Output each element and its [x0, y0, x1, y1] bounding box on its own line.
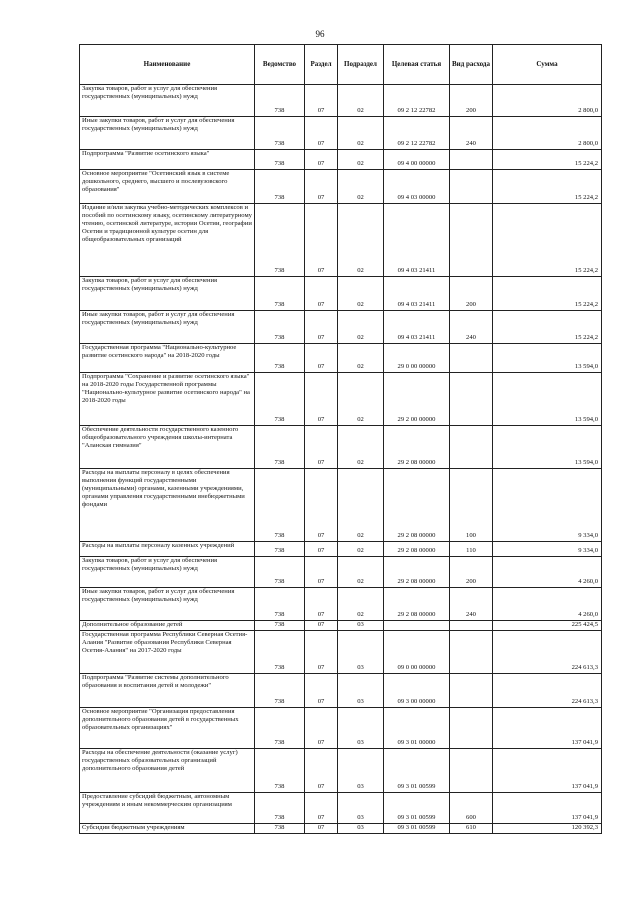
row-target-article: 09 4 03 21411 [384, 311, 450, 344]
header-subsection: Подраздел [338, 45, 384, 85]
row-sum: 13 594,0 [493, 426, 602, 469]
row-department: 738 [255, 749, 305, 793]
row-section: 07 [305, 277, 338, 311]
table-row [80, 469, 602, 542]
row-name: Основное мероприятие "Организация предоставления дополнительного образования детей в государственных образовательных организациях" [80, 708, 255, 749]
row-department: 738 [255, 373, 305, 426]
row-name: Предоставление субсидий бюджетным, автономным учреждениям и иным некоммерческим организациям [80, 793, 255, 824]
row-name: Закупка товаров, работ и услуг для обеспечения государственных (муниципальных) нужд [80, 277, 255, 311]
row-department: 738 [255, 674, 305, 708]
row-target-article: 09 3 01 00599 [384, 749, 450, 793]
row-section: 07 [305, 426, 338, 469]
header-sum: Сумма [493, 45, 602, 85]
row-expense-type [450, 373, 493, 426]
row-target-article: 09 3 01 00599 [384, 793, 450, 824]
row-subsection: 03 [338, 621, 384, 631]
row-subsection: 02 [338, 204, 384, 277]
row-sum: 9 334,0 [493, 542, 602, 557]
row-name: Расходы на выплаты персоналу казенных учреждений [80, 542, 255, 557]
row-expense-type: 200 [450, 277, 493, 311]
row-name: Подпрограмма "Развитие осетинского языка" [80, 150, 255, 170]
row-target-article: 09 3 00 00000 [384, 674, 450, 708]
table-row [80, 749, 602, 793]
row-target-article: 09 3 01 00000 [384, 708, 450, 749]
row-sum: 4 260,0 [493, 588, 602, 621]
table-row [80, 674, 602, 708]
row-target-article: 09 0 00 00000 [384, 631, 450, 674]
table-row [80, 150, 602, 170]
row-name: Подпрограмма "Сохранение и развитие осетинского языка" на 2018-2020 годы Государственной программы "Национально-культурное развитие осетинского народа" на 2018-2020 годы [80, 373, 255, 426]
row-target-article: 29 2 08 00000 [384, 469, 450, 542]
row-section: 07 [305, 824, 338, 834]
row-sum: 15 224,2 [493, 311, 602, 344]
row-sum: 137 041,9 [493, 793, 602, 824]
row-section: 07 [305, 311, 338, 344]
row-name: Иные закупки товаров, работ и услуг для обеспечения государственных (муниципальных) нужд [80, 117, 255, 150]
table-row [80, 621, 602, 631]
row-target-article: 09 4 00 00000 [384, 150, 450, 170]
row-expense-type [450, 426, 493, 469]
row-department: 738 [255, 708, 305, 749]
row-section: 07 [305, 793, 338, 824]
row-target-article: 09 4 03 00000 [384, 170, 450, 204]
row-section: 07 [305, 117, 338, 150]
budget-table [79, 44, 602, 834]
row-subsection: 02 [338, 344, 384, 373]
row-expense-type [450, 204, 493, 277]
table-row [80, 117, 602, 150]
row-subsection: 02 [338, 85, 384, 117]
row-subsection: 03 [338, 793, 384, 824]
row-department: 738 [255, 311, 305, 344]
row-expense-type [450, 708, 493, 749]
row-sum: 15 224,2 [493, 150, 602, 170]
row-department: 738 [255, 631, 305, 674]
row-expense-type [450, 170, 493, 204]
row-section: 07 [305, 674, 338, 708]
row-subsection: 03 [338, 708, 384, 749]
row-name: Расходы на выплаты персоналу в целях обеспечения выполнения функций государственными (муниципальными) органами, казенными учреждениями, органами управления государственными внебюджетными фондами [80, 469, 255, 542]
row-expense-type: 100 [450, 469, 493, 542]
row-subsection: 03 [338, 749, 384, 793]
row-section: 07 [305, 557, 338, 588]
row-target-article: 09 4 03 21411 [384, 277, 450, 311]
row-expense-type: 240 [450, 117, 493, 150]
row-subsection: 02 [338, 588, 384, 621]
table-row [80, 426, 602, 469]
row-name: Расходы на обеспечение деятельности (оказание услуг) государственных образовательных организаций дополнительного образования детей [80, 749, 255, 793]
row-section: 07 [305, 204, 338, 277]
row-sum: 13 594,0 [493, 344, 602, 373]
row-target-article: 09 2 12 22782 [384, 85, 450, 117]
row-subsection: 02 [338, 117, 384, 150]
row-name: Закупка товаров, работ и услуг для обеспечения государственных (муниципальных) нужд [80, 557, 255, 588]
header-name: Наименование [80, 45, 255, 85]
row-name: Обеспечение деятельности государственного казенного общеобразовательного учреждения школы-интерната "Аланская гимназия" [80, 426, 255, 469]
row-department: 738 [255, 621, 305, 631]
table-header-row [80, 45, 602, 85]
row-department: 738 [255, 588, 305, 621]
row-subsection: 03 [338, 674, 384, 708]
row-subsection: 02 [338, 469, 384, 542]
row-department: 738 [255, 170, 305, 204]
row-department: 738 [255, 426, 305, 469]
row-department: 738 [255, 793, 305, 824]
row-subsection: 03 [338, 824, 384, 834]
row-department: 738 [255, 117, 305, 150]
row-section: 07 [305, 631, 338, 674]
row-subsection: 02 [338, 277, 384, 311]
table-row [80, 824, 602, 834]
row-target-article: 29 2 08 00000 [384, 542, 450, 557]
row-target-article: 09 4 03 21411 [384, 204, 450, 277]
table-row [80, 311, 602, 344]
row-section: 07 [305, 150, 338, 170]
row-name: Государственная программа Республики Северная Осетия-Алания "Развитие образования Республики Северная Осетия-Алания" на 2017-2020 годы [80, 631, 255, 674]
row-expense-type [450, 631, 493, 674]
row-sum: 9 334,0 [493, 469, 602, 542]
row-expense-type [450, 344, 493, 373]
row-sum: 15 224,2 [493, 277, 602, 311]
row-sum: 224 613,3 [493, 674, 602, 708]
row-name: Иные закупки товаров, работ и услуг для обеспечения государственных (муниципальных) нужд [80, 311, 255, 344]
row-name: Основное мероприятие "Осетинский язык в системе дошкольного, среднего, высшего и послевузовского образования" [80, 170, 255, 204]
page-number: 96 [315, 29, 325, 39]
row-target-article: 29 2 00 00000 [384, 373, 450, 426]
row-sum: 2 800,0 [493, 85, 602, 117]
row-expense-type: 200 [450, 85, 493, 117]
row-sum: 120 392,3 [493, 824, 602, 834]
row-expense-type: 240 [450, 311, 493, 344]
row-section: 07 [305, 373, 338, 426]
table-row [80, 204, 602, 277]
row-subsection: 02 [338, 170, 384, 204]
row-expense-type [450, 621, 493, 631]
row-sum: 13 594,0 [493, 373, 602, 426]
row-expense-type: 610 [450, 824, 493, 834]
row-section: 07 [305, 170, 338, 204]
row-sum: 224 613,3 [493, 631, 602, 674]
row-name: Субсидии бюджетным учреждениям [80, 824, 255, 834]
row-department: 738 [255, 204, 305, 277]
row-target-article: 29 2 08 00000 [384, 588, 450, 621]
row-department: 738 [255, 557, 305, 588]
row-sum: 137 041,9 [493, 708, 602, 749]
table-row [80, 344, 602, 373]
table-row [80, 170, 602, 204]
row-target-article [384, 621, 450, 631]
row-subsection: 02 [338, 557, 384, 588]
table-row [80, 85, 602, 117]
row-department: 738 [255, 85, 305, 117]
row-expense-type [450, 749, 493, 793]
table-row [80, 373, 602, 426]
header-expense-type: Вид расхода [450, 45, 493, 85]
row-target-article: 29 2 08 00000 [384, 557, 450, 588]
row-subsection: 02 [338, 150, 384, 170]
row-name: Иные закупки товаров, работ и услуг для обеспечения государственных (муниципальных) нужд [80, 588, 255, 621]
row-sum: 225 424,5 [493, 621, 602, 631]
row-expense-type: 110 [450, 542, 493, 557]
row-section: 07 [305, 542, 338, 557]
row-name: Закупка товаров, работ и услуг для обеспечения государственных (муниципальных) нужд [80, 85, 255, 117]
row-name: Издание и/или закупка учебно-методических комплексов и пособий по осетинскому языку, осетинскому литературному чтению, осетинской литературе, истории Осетии, географии Осетии и традиционной культуре осетин для общеобразовательных организаций [80, 204, 255, 277]
table-row [80, 631, 602, 674]
row-department: 738 [255, 542, 305, 557]
row-sum: 4 260,0 [493, 557, 602, 588]
row-expense-type: 600 [450, 793, 493, 824]
header-target-article: Целевая статья [384, 45, 450, 85]
row-section: 07 [305, 469, 338, 542]
table-row [80, 588, 602, 621]
row-expense-type [450, 150, 493, 170]
row-name: Государственная программа "Национально-культурное развитие осетинского народа" на 2018-2020 годы [80, 344, 255, 373]
row-target-article: 29 0 00 00000 [384, 344, 450, 373]
header-department: Ведомство [255, 45, 305, 85]
row-section: 07 [305, 588, 338, 621]
row-subsection: 02 [338, 426, 384, 469]
row-sum: 137 041,9 [493, 749, 602, 793]
row-department: 738 [255, 150, 305, 170]
table-row [80, 793, 602, 824]
row-target-article: 09 3 01 00599 [384, 824, 450, 834]
header-section: Раздел [305, 45, 338, 85]
row-subsection: 03 [338, 631, 384, 674]
row-sum: 15 224,2 [493, 170, 602, 204]
row-subsection: 02 [338, 373, 384, 426]
table-row [80, 708, 602, 749]
table-row [80, 277, 602, 311]
row-target-article: 29 2 08 00000 [384, 426, 450, 469]
table-row [80, 557, 602, 588]
row-section: 07 [305, 621, 338, 631]
row-name: Дополнительное образование детей [80, 621, 255, 631]
row-target-article: 09 2 12 22782 [384, 117, 450, 150]
row-subsection: 02 [338, 311, 384, 344]
row-subsection: 02 [338, 542, 384, 557]
row-section: 07 [305, 708, 338, 749]
row-department: 738 [255, 469, 305, 542]
table-row [80, 542, 602, 557]
row-department: 738 [255, 277, 305, 311]
row-section: 07 [305, 85, 338, 117]
row-section: 07 [305, 749, 338, 793]
row-department: 738 [255, 824, 305, 834]
row-section: 07 [305, 344, 338, 373]
row-expense-type [450, 674, 493, 708]
row-expense-type: 240 [450, 588, 493, 621]
row-expense-type: 200 [450, 557, 493, 588]
row-department: 738 [255, 344, 305, 373]
row-sum: 15 224,2 [493, 204, 602, 277]
row-sum: 2 800,0 [493, 117, 602, 150]
row-name: Подпрограмма "Развитие системы дополнительного образования и воспитания детей и молодежи" [80, 674, 255, 708]
